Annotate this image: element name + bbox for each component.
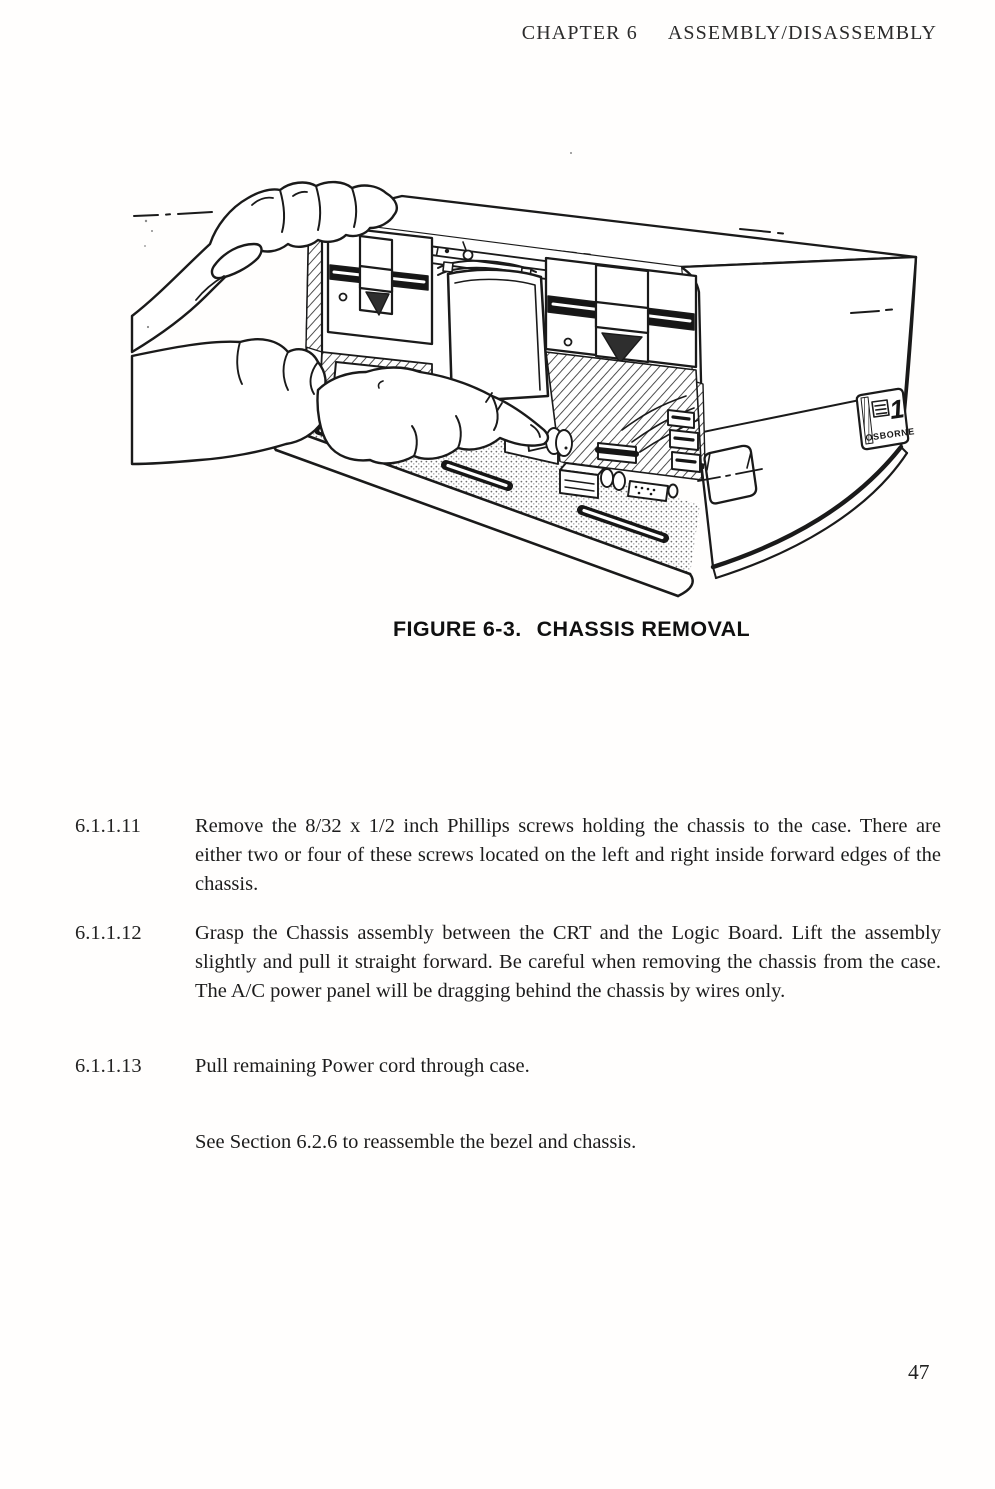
capacitor xyxy=(601,469,613,487)
step-number: 6.1.1.13 xyxy=(75,1055,142,1077)
reassembly-note: See Section 6.2.6 to reassemble the bezel and chassis. xyxy=(195,1131,637,1153)
chassis-removal-illustration xyxy=(130,135,950,625)
figure-caption xyxy=(0,617,995,642)
badge-number: 1 xyxy=(887,393,907,425)
badge-brand: OSBORNE xyxy=(864,426,916,443)
left-floppy-drive xyxy=(328,226,432,344)
step-text: Remove the 8/32 x 1/2 inch Phillips screws holding the chassis to the case. There are either two or four of these screws located on the left and right inside forward edges of the chassis. xyxy=(195,815,941,895)
sleeve xyxy=(132,339,328,464)
procedure-step xyxy=(75,812,941,899)
procedure-step xyxy=(75,919,941,1006)
figure-6-3 xyxy=(130,135,950,625)
step-text: Grasp the Chassis assembly between the CRT and the Logic Board. Lift the assembly slightly and pull it straight forward. Be careful when removing the chassis from the case. The A/C power panel will be dragging behind the chassis by wires only. xyxy=(195,922,941,1002)
procedure-step xyxy=(75,1052,941,1081)
chapter-title: ASSEMBLY/DISASSEMBLY xyxy=(667,22,937,44)
page-number: 47 xyxy=(908,1360,930,1384)
figure-caption-label: FIGURE 6-3. xyxy=(392,617,522,641)
step-number: 6.1.1.11 xyxy=(75,815,141,837)
step-number: 6.1.1.12 xyxy=(75,922,142,944)
step-text: Pull remaining Power cord through case. xyxy=(195,1055,530,1077)
right-floppy-drive xyxy=(546,258,696,367)
figure-caption-title: CHASSIS REMOVAL xyxy=(536,617,751,641)
chapter-label: CHAPTER 6 xyxy=(521,22,638,44)
running-header xyxy=(522,22,937,45)
